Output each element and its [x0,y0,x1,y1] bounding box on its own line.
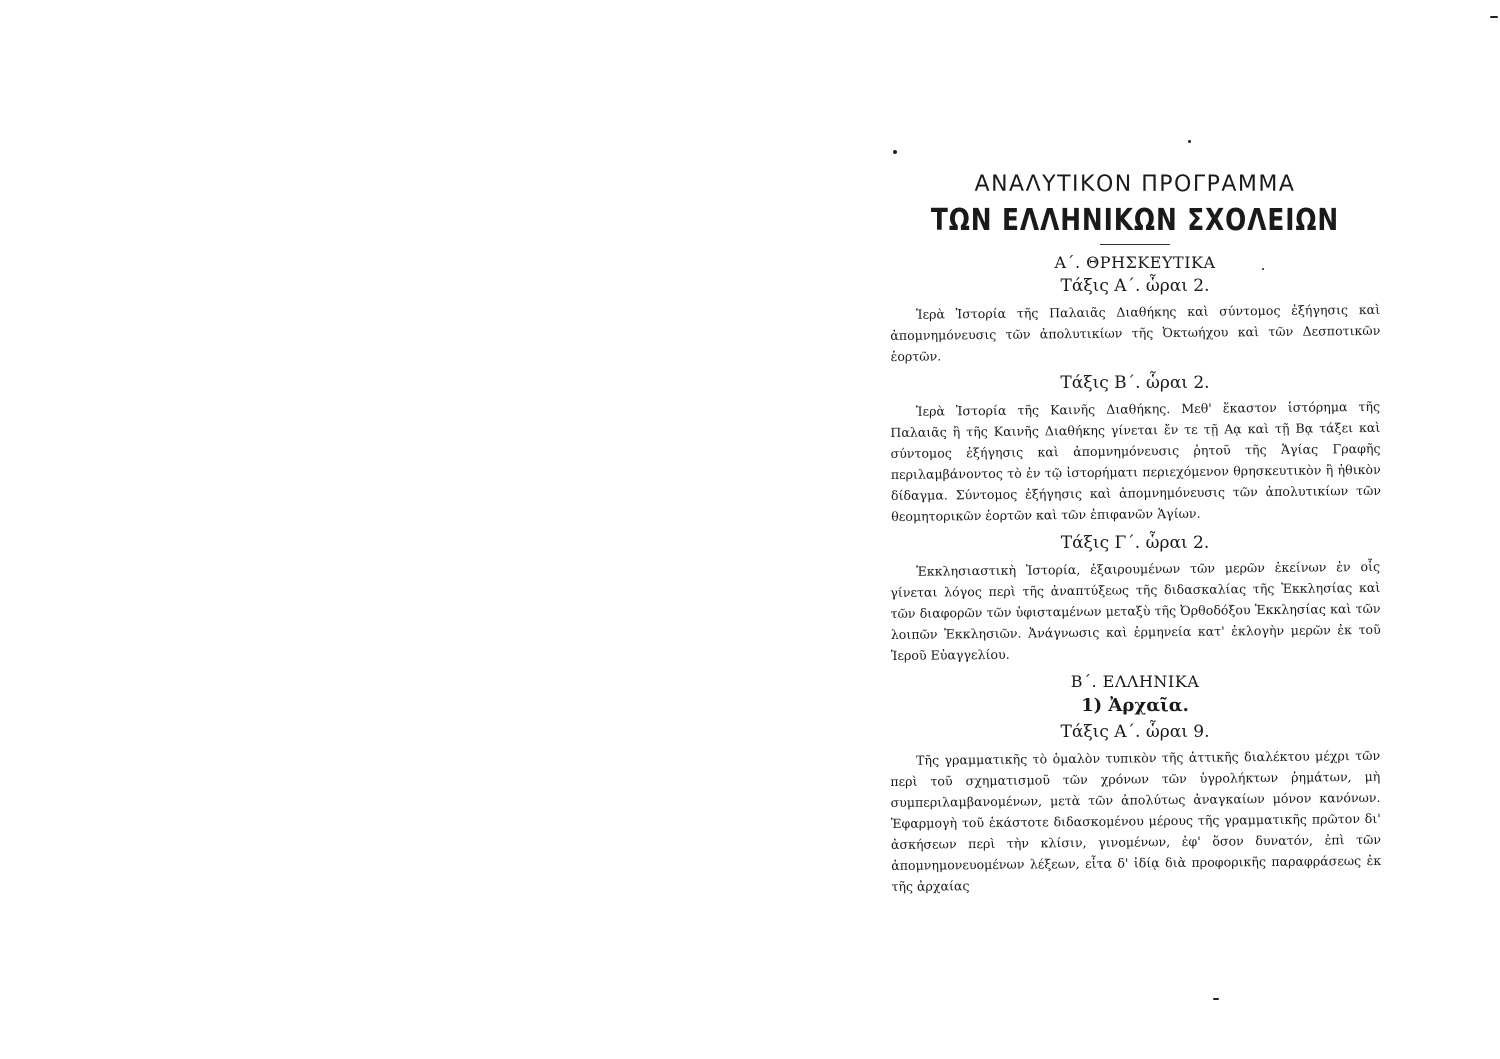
document-title-line-2: ΤΩΝ ΕΛΛΗΝΙΚΩΝ ΣΧΟΛΕΙΩΝ [930,203,1340,238]
section-heading-religion: Α΄. ΘΡΗΣΚΕΥΤΙΚΑ [1054,253,1216,272]
class-a-heading: Τάξις Α΄. ὧραι 2. [1060,276,1210,296]
document-title-line-1: ΑΝΑΛΥΤΙΚΟΝ ΠΡΟΓΡΑΜΜΑ [974,172,1296,197]
section-heading-greek: Β΄. ΕΛΛΗΝΙΚΑ [1070,672,1200,691]
greek-class-a-heading: Τάξις Α΄. ὧραι 9. [1060,722,1210,742]
greek-class-a-paragraph: Τῆς γραμματικῆς τὸ ὁμαλὸν τυπικὸν τῆς ἀττικῆς διαλέκτου μέχρι τῶν περὶ τοῦ σχηματισμοῦ τῶν χρόνων τῶν ὑγρολήκτων ῥημάτων, μὴ συμπεριλαμβανομένων, μετὰ τῶν ἀπολύτως ἀναγκαίων μόνον κανόνων. Ἐφαρμογὴ τοῦ ἑκάστοτε διδασκομένου μέρους τῆς γραμματικῆς πρῶτον δι' ἀσκήσεων περὶ τὴν κλίσιν, γινομένων, ἐφ' ὅσον δυνατόν, ἐπὶ τῶν ἀπομνημονευομένων λέξεων, εἶτα δ' ἰδίᾳ διὰ προφορικῆς παραφράσεως ἐκ τῆς ἀρχαίας [890,747,1382,894]
text-column [890,172,1380,897]
class-a-paragraph: Ἱερὰ Ἱστορία τῆς Παλαιᾶς Διαθήκης καὶ σύντομος ἐξήγησις καὶ ἀπομνημόνευσις τῶν ἀπολυτικίων τῆς Ὀκτωήχου καὶ τῶν Δεσποτικῶν ἑορτῶν. [890,301,1381,364]
class-b-paragraph: Ἱερὰ Ἱστορία τῆς Καινῆς Διαθήκης. Μεθ' ἕκαστον ἱστόρημα τῆς Παλαιᾶς ἢ τῆς Καινῆς Διαθήκης γίνεται ἔν τε τῇ Αᾳ καὶ τῇ Βᾳ τάξει καὶ σύντομος ἐξήγησις καὶ ἀπομνημόνευσις ῥητοῦ τῆς Ἁγίας Γραφῆς περιλαμβάνοντος τὸ ἐν τῷ ἱστορήματι περιεχόμενον θρησκευτικὸν ἢ ἠθικὸν δίδαγμα. Σύντομος ἐξήγησις καὶ ἀπομνημόνευσις τῶν ἀπολυτικίων τῶν θεομητορικῶν ἑορτῶν καὶ τῶν ἐπιφανῶν Ἁγίων. [890,398,1382,524]
scan-speck [1213,998,1219,1000]
scan-speck [1188,140,1191,143]
class-c-paragraph: Ἐκκλησιαστικὴ Ἱστορία, ἐξαιρουμένων τῶν μερῶν ἐκείνων ἐν οἷς γίνεται λόγος περὶ τῆς ἀναπτύξεως τῆς διδασκαλίας τῆς Ἐκκλησίας καὶ τῶν διαφορῶν τῶν ὑφισταμένων μεταξὺ τῆς Ὀρθοδόξου Ἐκκλησίας καὶ τῶν λοιπῶν Ἐκκλησιῶν. Ἀνάγνωσις καὶ ἑρμηνεία κατ' ἐκλογὴν μερῶν ἐκ τοῦ Ἱεροῦ Εὐαγγελίου. [890,558,1381,663]
class-b-heading: Τάξις Β΄. ὧραι 2. [1060,373,1210,393]
class-c-heading: Τάξις Γ΄. ὧραι 2. [1060,533,1210,553]
subsection-ancient: 1) Ἀρχαῖα. [1081,695,1189,716]
title-divider [1100,244,1170,245]
scan-speck [893,150,897,154]
scan-speck [1490,16,1498,18]
